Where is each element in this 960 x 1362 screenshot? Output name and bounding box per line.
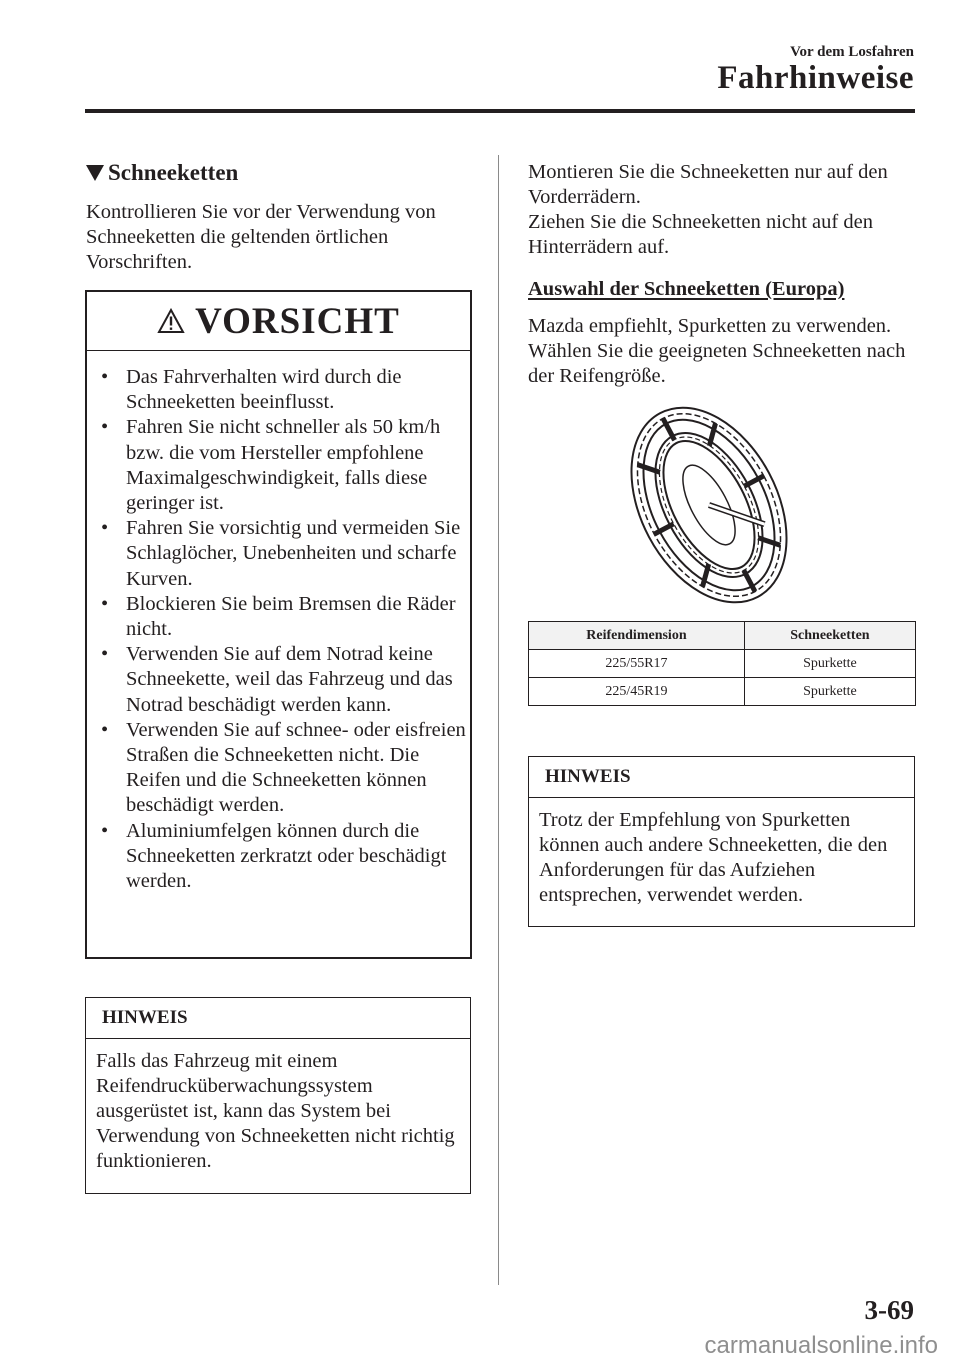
note-text: Trotz der Empfehlung von Spurketten können auch andere Schneeketten, die den Anforderungen für das Aufziehen entsprechen, verwendet werden. [539,809,888,906]
chapter-label: Vor dem Losfahren [790,44,914,60]
warning-icon [157,308,185,334]
column-divider [498,155,499,1285]
note-label: HINWEIS [529,757,914,798]
front-wheels-paragraph: Montieren Sie die Schneeketten nur auf den Vorderrädern. Ziehen Sie die Schneeketten nicht auf den Hinterrädern auf. [528,161,888,258]
bullet-icon: • [101,643,109,666]
caution-item: • Das Fahrverhalten wird durch die Schneeketten beeinflusst. [101,366,402,414]
snow-chain-illustration [624,398,794,612]
tyre-chain-table [528,621,916,706]
bullet-icon: • [101,718,109,741]
bullet-icon: • [101,819,109,842]
table-cell: Spurkette [744,678,915,706]
bullet-icon: • [101,366,109,388]
caution-box [85,290,472,959]
caution-list [87,351,470,894]
table-header-row [529,622,916,650]
triangle-down-icon [86,165,104,181]
table-cell: Spurkette [744,650,915,678]
caution-item: • Verwenden Sie auf dem Notrad keine Schneekette, weil das Fahrzeug und das Notrad beschädigt werden kann. [101,643,453,716]
page-title: Fahrhinweise [717,60,914,96]
caution-item: • Verwenden Sie auf schnee- oder eisfreien Straßen die Schneeketten nicht. Die Reifen und die Schneeketten können beschädigt werden. [101,718,466,817]
table-row [529,650,916,678]
bullet-icon: • [101,517,109,540]
page-number: 3-69 [864,1295,914,1325]
intro-paragraph: Kontrollieren Sie vor der Verwendung von Schneeketten die geltenden örtlichen Vorschriften. [86,201,436,273]
note-text: Falls das Fahrzeug mit einem Reifendrucküberwachungssystem ausgerüstet ist, kann das System bei Verwendung von Schneeketten nicht richtig funktionieren. [96,1050,455,1172]
section-title [86,160,238,186]
caution-item: • Blockieren Sie beim Bremsen die Räder nicht. [101,592,456,641]
watermark: carmanualsonline.info [704,1332,938,1359]
caution-label: VORSICHT [195,300,400,342]
subheading: Auswahl der Schneeketten (Europa) [528,278,845,300]
table-row [529,678,916,706]
recommendation-paragraph: Mazda empfiehlt, Spurketten zu verwenden. Wählen Sie die geeigneten Schneeketten nach der Reifengröße. [528,315,906,387]
caution-header [87,292,470,351]
bullet-icon: • [101,592,109,615]
note-label: HINWEIS [86,998,470,1039]
table-header-cell: Schneeketten [744,622,915,650]
section-title-text: Schneeketten [108,160,239,185]
caution-item: • Aluminiumfelgen können durch die Schneeketten zerkratzt oder beschädigt werden. [101,819,447,893]
table-cell: 225/45R19 [529,678,745,706]
bullet-icon: • [101,416,109,439]
table-header-cell: Reifendimension [529,622,745,650]
header-rule [85,109,915,113]
caution-item: • Fahren Sie nicht schneller als 50 km/h bzw. die vom Hersteller empfohlene Maximalgeschwindigkeit, falls diese geringer ist. [101,416,441,515]
note-box-right [528,756,915,927]
table-cell: 225/55R17 [529,650,745,678]
caution-item: • Fahren Sie vorsichtig und vermeiden Sie Schlaglöcher, Unebenheiten und scharfe Kurven. [101,517,461,590]
note-box-left [85,997,471,1194]
